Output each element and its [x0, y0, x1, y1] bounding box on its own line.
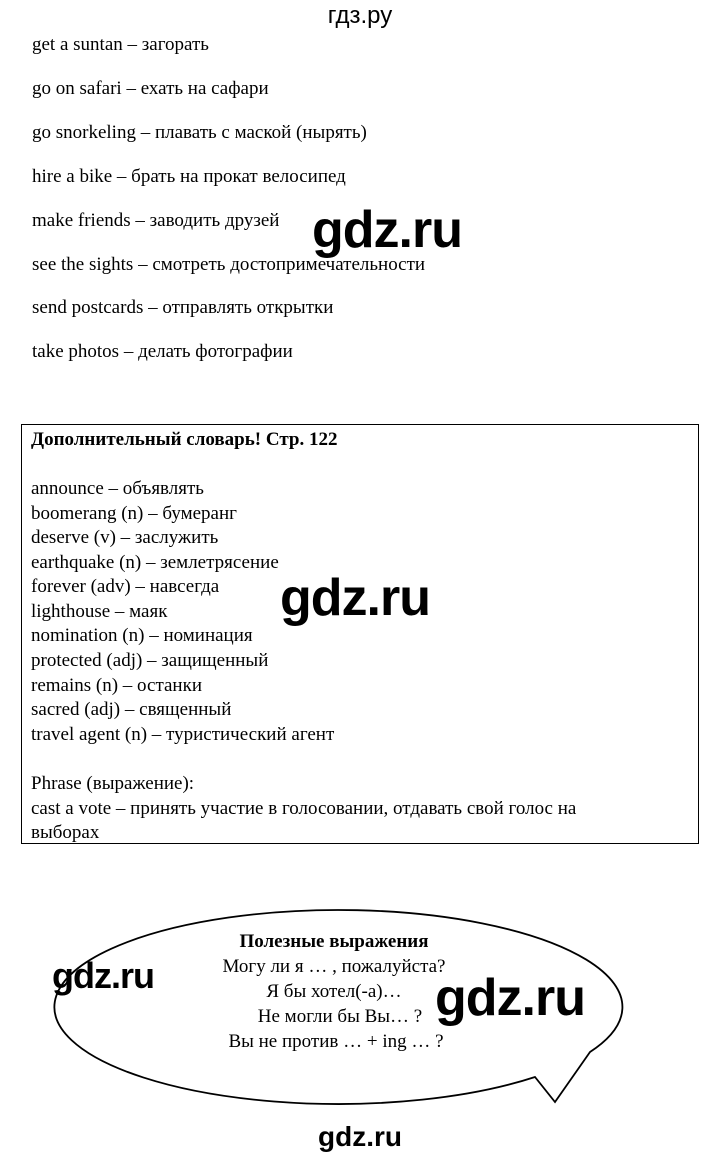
vocabulary-entry: lighthouse – маяк [31, 601, 168, 622]
phrase-line: make friends – заводить друзей [32, 210, 280, 231]
phrase-line: hire a bike – брать на прокат велосипед [32, 166, 346, 187]
vocabulary-entry: protected (adj) – защищенный [31, 650, 269, 671]
bubble-line: Вы не против … + ing … ? [228, 1031, 444, 1052]
vocabulary-entry: boomerang (n) – бумеранг [31, 503, 237, 524]
phrase-line: send postcards – отправлять открытки [32, 297, 334, 318]
vocabulary-entry: nomination (n) – номинация [31, 625, 253, 646]
vocabulary-entry: announce – объявлять [31, 478, 204, 499]
vocabulary-entry: sacred (adj) – священный [31, 699, 232, 720]
vocabulary-entry: travel agent (n) – туристический агент [31, 724, 335, 745]
watermark: gdz.ru [435, 969, 585, 1027]
phrase-line: get a suntan – загорать [32, 34, 209, 55]
bubble-line: Могу ли я … , пожалуйста? [222, 956, 446, 977]
phrase-line: go on safari – ехать на сафари [32, 78, 269, 99]
phrase-heading: Phrase (выражение): [31, 773, 195, 794]
phrase-line: see the sights – смотреть достопримечательности [32, 254, 426, 275]
phrase-definition-line: cast a vote – принять участие в голосовании, отдавать свой голос на [31, 798, 577, 819]
bubble-line: Не могли бы Вы… ? [257, 1006, 423, 1027]
vocabulary-box-title: Дополнительный словарь! Стр. 122 [31, 429, 338, 450]
vocabulary-entry: deserve (v) – заслужить [31, 527, 219, 548]
bubble-title: Полезные выражения [239, 931, 429, 952]
footer-watermark: gdz.ru [318, 1121, 402, 1152]
phrase-definition-line: выборах [31, 822, 100, 843]
bubble-line: Я бы хотел(-а)… [266, 981, 402, 1002]
watermark: gdz.ru [312, 201, 462, 259]
watermark: gdz.ru [280, 569, 430, 627]
vocabulary-entry: remains (n) – останки [31, 675, 202, 696]
site-header: гдз.ру [327, 2, 393, 29]
watermark: gdz.ru [52, 955, 154, 996]
phrase-line: go snorkeling – плавать с маской (нырять) [32, 122, 367, 143]
vocabulary-entry: forever (adv) – навсегда [31, 576, 220, 597]
phrase-line: take photos – делать фотографии [32, 341, 293, 362]
vocabulary-entry: earthquake (n) – землетрясение [31, 552, 279, 573]
